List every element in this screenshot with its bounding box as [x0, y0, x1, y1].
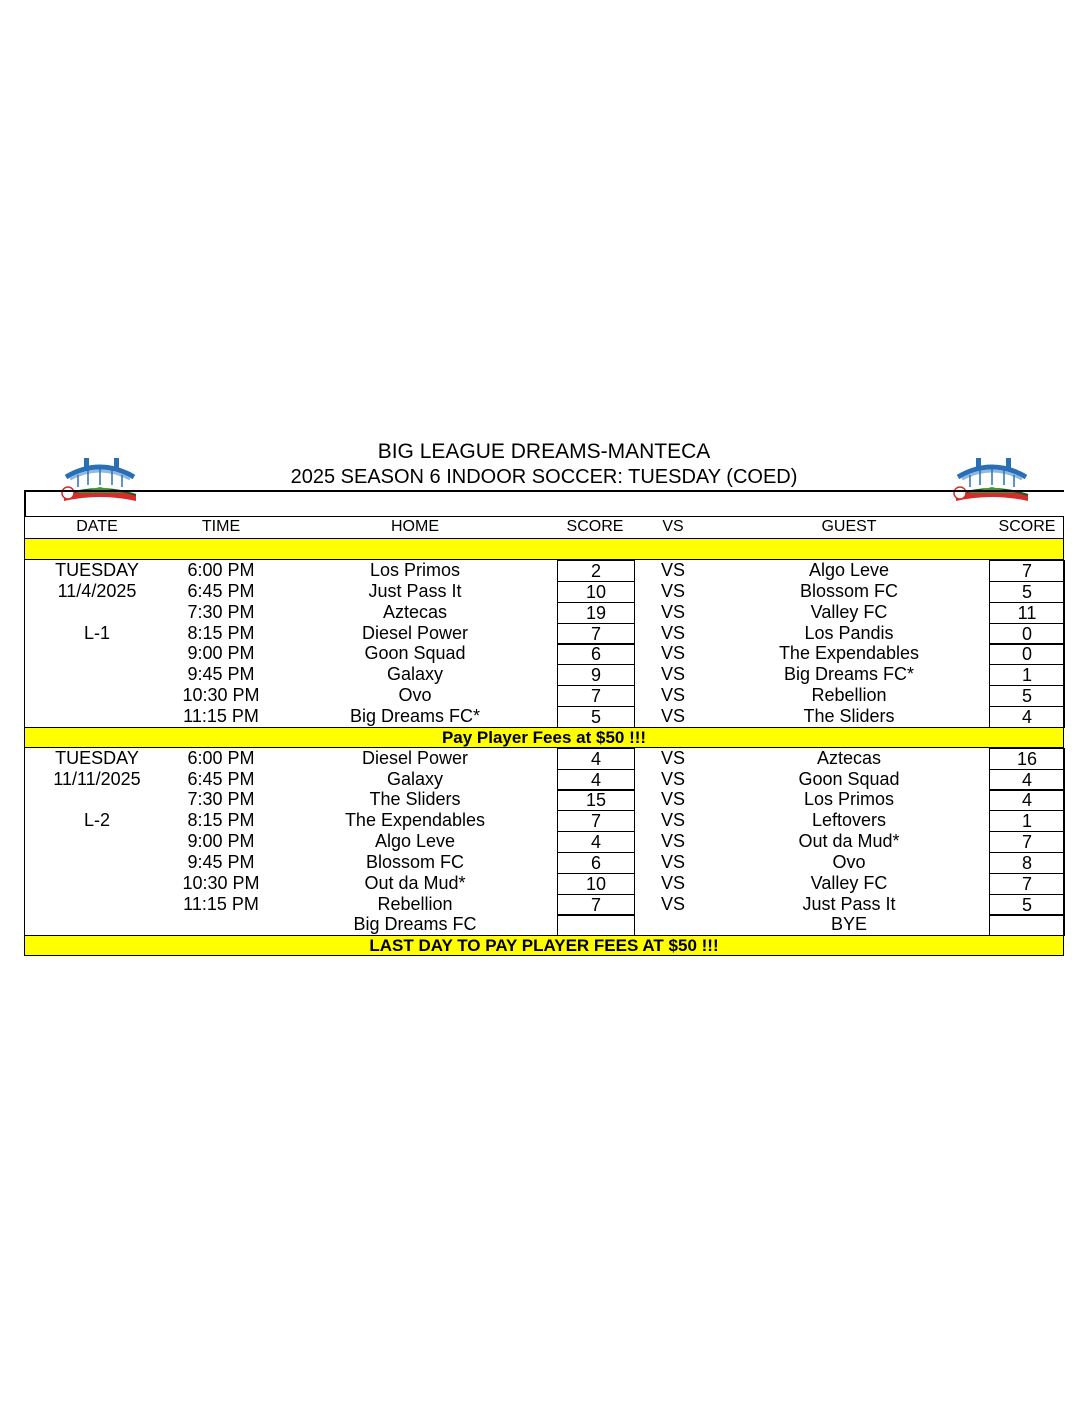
table-row: [25, 581, 1063, 602]
col-header-date: DATE: [76, 518, 118, 535]
table-row: [25, 748, 1063, 769]
cell-home: Out da Mud*: [364, 872, 466, 893]
cell-home-score: 15: [557, 789, 635, 811]
cell-time: 11:15 PM: [183, 705, 259, 726]
col-header-vs: VS: [662, 518, 684, 535]
cell-guest: BYE: [830, 914, 868, 935]
cell-home: Diesel Power: [361, 622, 469, 643]
cell-vs: VS: [660, 643, 685, 664]
table-row: [25, 685, 1063, 706]
cell-home: Blossom FC: [365, 851, 464, 872]
cell-vs: [635, 914, 711, 935]
cell-time: 9:45 PM: [187, 851, 255, 872]
table-row: [25, 706, 1063, 727]
week-date: 11/11/2025: [53, 768, 141, 789]
cell-time: 6:45 PM: [187, 580, 255, 601]
cell-vs: VS: [660, 580, 685, 601]
col-header-home: HOME: [391, 518, 439, 535]
header-rule: [24, 490, 1064, 492]
cell-home-score: 7: [557, 810, 635, 832]
cell-time: 10:30 PM: [182, 872, 260, 893]
week-league: L-1: [83, 622, 110, 643]
cell-guest-score: 7: [989, 831, 1065, 853]
cell-vs: VS: [660, 601, 685, 622]
header-rule-tick: [24, 490, 26, 516]
cell-guest: Los Primos: [803, 789, 895, 810]
cell-guest-score: 0: [989, 623, 1065, 645]
cell-guest: Big Dreams FC*: [783, 664, 915, 685]
table-row: [25, 623, 1063, 644]
table-row: [25, 789, 1063, 810]
cell-guest-score: 16: [989, 748, 1065, 770]
cell-time: 8:15 PM: [187, 622, 255, 643]
cell-time: 10:30 PM: [182, 685, 260, 706]
cell-time: 6:45 PM: [187, 768, 255, 789]
cell-time: 8:15 PM: [187, 810, 255, 831]
cell-guest: Valley FC: [810, 872, 888, 893]
cell-guest-score: 11: [989, 602, 1065, 624]
cell-home-score: 7: [557, 623, 635, 645]
cell-guest-score: 4: [989, 769, 1065, 791]
cell-home-score: 6: [557, 852, 635, 874]
cell-home: The Expendables: [344, 810, 486, 831]
cell-guest: The Expendables: [778, 643, 920, 664]
big-league-dreams-logo-left: [58, 455, 142, 505]
cell-vs: VS: [660, 831, 685, 852]
cell-home-score: 4: [557, 748, 635, 770]
schedule-table: [24, 516, 1064, 956]
table-row: [25, 810, 1063, 831]
table-row: [25, 560, 1063, 581]
cell-home: Algo Leve: [374, 831, 456, 852]
cell-time: 9:00 PM: [187, 643, 255, 664]
col-header-guest: GUEST: [821, 518, 877, 535]
week-date: 11/4/2025: [57, 580, 137, 601]
cell-guest: Valley FC: [810, 601, 888, 622]
table-row: [25, 643, 1063, 664]
cell-guest-score: 4: [989, 789, 1065, 811]
week-day: TUESDAY: [55, 560, 139, 580]
week-day: TUESDAY: [55, 747, 139, 768]
table-row: [25, 873, 1063, 894]
cell-home-score: 4: [557, 831, 635, 853]
cell-time: 6:00 PM: [187, 747, 255, 768]
cell-guest-score: 4: [989, 706, 1065, 728]
fee-notice: LAST DAY TO PAY PLAYER FEES AT $50 !!!: [25, 935, 1063, 956]
cell-home: Just Pass It: [368, 580, 462, 601]
cell-guest: Leftovers: [811, 810, 887, 831]
cell-home: Goon Squad: [364, 643, 466, 664]
table-row: [25, 769, 1063, 790]
cell-vs: VS: [660, 810, 685, 831]
cell-time: 9:45 PM: [187, 664, 255, 685]
cell-guest-score: 8: [989, 852, 1065, 874]
cell-guest: Just Pass It: [802, 893, 896, 914]
cell-home-score: 19: [557, 602, 635, 624]
page-subtitle: 2025 SEASON 6 INDOOR SOCCER: TUESDAY (COED): [290, 466, 798, 488]
cell-guest: Out da Mud*: [798, 831, 900, 852]
cell-home: Big Dreams FC*: [349, 705, 481, 726]
cell-home-score: 4: [557, 769, 635, 791]
cell-vs: VS: [660, 851, 685, 872]
cell-home: Los Primos: [369, 560, 461, 580]
cell-home: Galaxy: [386, 768, 444, 789]
table-row: [25, 852, 1063, 873]
cell-time: 6:00 PM: [187, 560, 255, 580]
big-league-dreams-logo-right: [950, 455, 1034, 505]
cell-vs: VS: [660, 789, 685, 810]
cell-time: [171, 914, 271, 935]
cell-home-score: 7: [557, 894, 635, 916]
cell-guest: Blossom FC: [799, 580, 898, 601]
cell-home-score: 6: [557, 643, 635, 665]
cell-vs: VS: [660, 768, 685, 789]
cell-home: Diesel Power: [361, 747, 469, 768]
cell-home-score: 10: [557, 581, 635, 603]
cell-vs: VS: [660, 893, 685, 914]
cell-vs: VS: [660, 685, 685, 706]
cell-guest-score: 0: [989, 643, 1065, 665]
table-row: [25, 914, 1063, 935]
cell-guest: The Sliders: [803, 705, 895, 726]
cell-guest: Ovo: [832, 851, 866, 872]
table-row: [25, 894, 1063, 915]
cell-guest-score: 7: [989, 873, 1065, 895]
cell-guest-score: [989, 914, 1065, 936]
cell-vs: VS: [660, 872, 685, 893]
cell-home-score: 10: [557, 873, 635, 895]
col-header-time: TIME: [201, 518, 241, 535]
cell-guest-score: 5: [989, 894, 1065, 916]
cell-guest: Rebellion: [811, 685, 887, 706]
cell-home-score: [557, 914, 635, 936]
cell-vs: VS: [660, 622, 685, 643]
cell-home: Ovo: [398, 685, 432, 706]
cell-guest-score: 5: [989, 581, 1065, 603]
table-row: [25, 664, 1063, 685]
cell-guest: Goon Squad: [798, 768, 900, 789]
cell-vs: VS: [660, 560, 685, 580]
cell-home-score: 7: [557, 685, 635, 707]
cell-time: 9:00 PM: [187, 831, 255, 852]
yellow-divider-top: [25, 538, 1063, 560]
col-header-home-score: SCORE: [566, 518, 624, 535]
cell-home: Aztecas: [382, 601, 448, 622]
cell-guest: Algo Leve: [808, 560, 890, 580]
cell-home: Rebellion: [377, 893, 453, 914]
cell-home: Big Dreams FC: [353, 914, 477, 935]
cell-vs: VS: [660, 664, 685, 685]
page-title: BIG LEAGUE DREAMS-MANTECA: [377, 440, 711, 463]
col-header-guest-score: SCORE: [998, 518, 1056, 535]
table-row: [25, 602, 1063, 623]
cell-guest-score: 7: [989, 560, 1065, 582]
cell-guest-score: 5: [989, 685, 1065, 707]
cell-guest-score: 1: [989, 664, 1065, 686]
cell-home: The Sliders: [369, 789, 461, 810]
cell-home-score: 2: [557, 560, 635, 582]
table-row: [25, 831, 1063, 852]
cell-home: Galaxy: [386, 664, 444, 685]
cell-guest-score: 1: [989, 810, 1065, 832]
cell-guest: Aztecas: [816, 747, 882, 768]
cell-time: 7:30 PM: [187, 789, 255, 810]
week-league: L-2: [83, 810, 110, 831]
cell-vs: VS: [660, 747, 685, 768]
fee-notice: Pay Player Fees at $50 !!!: [25, 727, 1063, 748]
cell-time: 7:30 PM: [187, 601, 255, 622]
cell-guest: Los Pandis: [804, 622, 894, 643]
cell-home-score: 9: [557, 664, 635, 686]
cell-time: 11:15 PM: [183, 893, 259, 914]
cell-home-score: 5: [557, 706, 635, 728]
cell-vs: VS: [660, 705, 685, 726]
